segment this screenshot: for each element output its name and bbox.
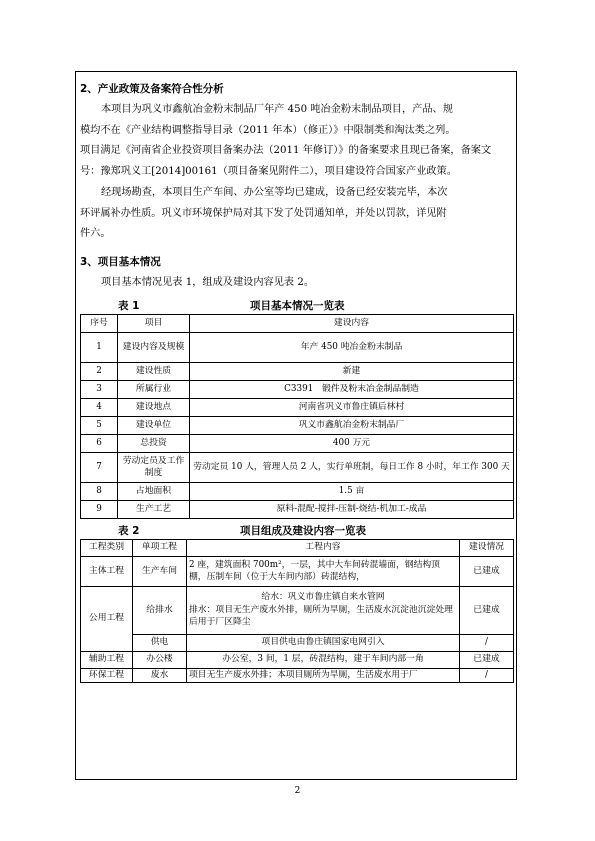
category-cell: 公用工程 xyxy=(81,586,133,651)
table1-title: 项目基本情况一览表 xyxy=(250,299,345,312)
row-number: 9 xyxy=(81,500,118,518)
column-header: 序号 xyxy=(81,314,118,332)
table-row xyxy=(81,452,514,482)
table-row xyxy=(81,380,514,398)
row-item: 劳动定员及工作制度 xyxy=(118,452,190,482)
column-header: 项目 xyxy=(118,314,190,332)
text-line: 项目满足《河南省企业投资项目备案办法（2011 年修订）》的备案要求且现已备案，备案文 xyxy=(80,145,492,157)
basic-intro xyxy=(80,273,514,294)
table-row xyxy=(81,332,514,362)
content-cell xyxy=(187,586,460,634)
drainage-line: 排水：项目无生产废水外排，厕所为旱厕，生活废水沉淀池沉淀处理后用于厂区降尘 xyxy=(189,604,453,628)
text-line: 项目基本情况见表 1，组成及建设内容见表 2。 xyxy=(101,276,315,288)
row-item: 所属行业 xyxy=(118,380,190,398)
table-row xyxy=(81,651,514,668)
row-content: 年产 450 吨冶金粉末制品 xyxy=(190,332,514,362)
row-number: 4 xyxy=(81,398,118,416)
row-number: 2 xyxy=(81,362,118,380)
column-header: 单项工程 xyxy=(133,539,187,556)
text-line: 模均不在《产业结构调整指导目录（2011 年本）（修正）》中限制类和淘汰类之列。 xyxy=(80,124,456,136)
table-row xyxy=(81,434,514,452)
row-content: 400 万元 xyxy=(190,434,514,452)
category-cell: 辅助工程 xyxy=(81,651,133,668)
row-content: 巩义市鑫航冶金粉末制品厂 xyxy=(190,416,514,434)
row-item: 建设单位 xyxy=(118,416,190,434)
content-cell: 办公室，3 间，1 层，砖混结构，建于车间内部一角 xyxy=(187,651,460,668)
row-item: 生产工艺 xyxy=(118,500,190,518)
unit-cell: 废水 xyxy=(133,668,187,682)
row-content: C3391 锻件及粉末冶金制品制造 xyxy=(190,380,514,398)
table-row xyxy=(81,634,514,651)
inspection-paragraph xyxy=(80,183,514,245)
status-cell: 已建成 xyxy=(460,651,514,668)
row-number: 8 xyxy=(81,482,118,500)
row-number: 3 xyxy=(81,380,118,398)
project-basic-table xyxy=(80,314,514,519)
text-line: 本项目为巩义市鑫航冶金粉末制品厂年产 450 吨冶金粉末制品项目，产品、规 xyxy=(101,104,453,115)
page-number: 2 xyxy=(294,786,301,796)
status-cell: 已建成 xyxy=(460,586,514,634)
category-cell: 主体工程 xyxy=(81,556,133,586)
content-cell: 项目供电由鲁庄镇国家电网引入 xyxy=(187,634,460,651)
row-item: 建设内容及规模 xyxy=(118,332,190,362)
table1-label: 表 1 xyxy=(118,299,140,312)
section-heading-policy: 2、产业政策及备案符合性分析 xyxy=(80,83,224,95)
row-item: 建设性质 xyxy=(118,362,190,380)
document-body xyxy=(80,78,514,683)
row-content: 河南省巩义市鲁庄镇后林村 xyxy=(190,398,514,416)
status-cell: 已建成 xyxy=(460,556,514,586)
row-content: 劳动定员 10 人，管理人员 2 人，实行单班制，每日工作 8 小时，年工作 300 天 xyxy=(190,452,514,482)
table-header-row xyxy=(81,539,514,556)
column-header: 建设情况 xyxy=(460,539,514,556)
row-item: 占地面积 xyxy=(118,482,190,500)
section-heading-basic: 3、项目基本情况 xyxy=(80,255,161,268)
table2-label: 表 2 xyxy=(118,524,140,537)
category-cell: 环保工程 xyxy=(81,668,133,682)
row-item: 建设地点 xyxy=(118,398,190,416)
table-row xyxy=(81,482,514,500)
row-content: 原料-混配-搅拌-压制-烧结-机加工-成品 xyxy=(190,500,514,518)
table2-caption xyxy=(80,521,514,539)
row-number: 1 xyxy=(81,332,118,362)
table1-caption xyxy=(80,296,514,314)
row-number: 6 xyxy=(81,434,118,452)
policy-paragraph xyxy=(80,100,514,183)
unit-cell: 供电 xyxy=(133,634,187,651)
table-row xyxy=(81,556,514,586)
table2-title: 项目组成及建设内容一览表 xyxy=(240,524,366,537)
table-row xyxy=(81,668,514,682)
status-cell: / xyxy=(460,668,514,682)
row-number: 7 xyxy=(81,452,118,482)
unit-cell: 给排水 xyxy=(133,586,187,634)
text-line: 号：豫郑巩义工[2014]00161（项目备案见附件二），项目建设符合国家产业政策。 xyxy=(80,166,457,178)
table-row xyxy=(81,586,514,634)
column-header: 工程类别 xyxy=(81,539,133,556)
row-item: 总投资 xyxy=(118,434,190,452)
column-header: 工程内容 xyxy=(187,539,460,556)
unit-cell: 办公楼 xyxy=(133,651,187,668)
row-number: 5 xyxy=(81,416,118,434)
text-line: 环评属补办性质。巩义市环境保护局对其下发了处罚通知单，并处以罚款，详见附 xyxy=(80,207,447,219)
text-line: 经现场勘查，本项目生产车间、办公室等均已建成，设备已经安装完毕，本次 xyxy=(101,186,448,198)
table-row xyxy=(81,362,514,380)
text-line: 件六。 xyxy=(80,228,111,240)
row-content: 新建 xyxy=(190,362,514,380)
row-content: 1.5 亩 xyxy=(190,482,514,500)
content-cell: 2 座，建筑面积 700m²，一层，其中大车间砖混墙面，钢结构顶棚，压制车间（位于大车间内部）砖混结构， xyxy=(187,556,460,586)
table-row xyxy=(81,416,514,434)
unit-cell: 生产车间 xyxy=(133,556,187,586)
table-row xyxy=(81,500,514,518)
status-cell: / xyxy=(460,634,514,651)
table-header-row xyxy=(81,314,514,332)
column-header: 建设内容 xyxy=(190,314,514,332)
table-row xyxy=(81,398,514,416)
project-composition-table xyxy=(80,539,514,683)
content-cell: 项目无生产废水外排；本项目厕所为旱厕，生活废水用于厂 xyxy=(187,668,460,682)
water-supply-line: 给水：巩义市鲁庄镇自来水管网 xyxy=(261,592,385,603)
